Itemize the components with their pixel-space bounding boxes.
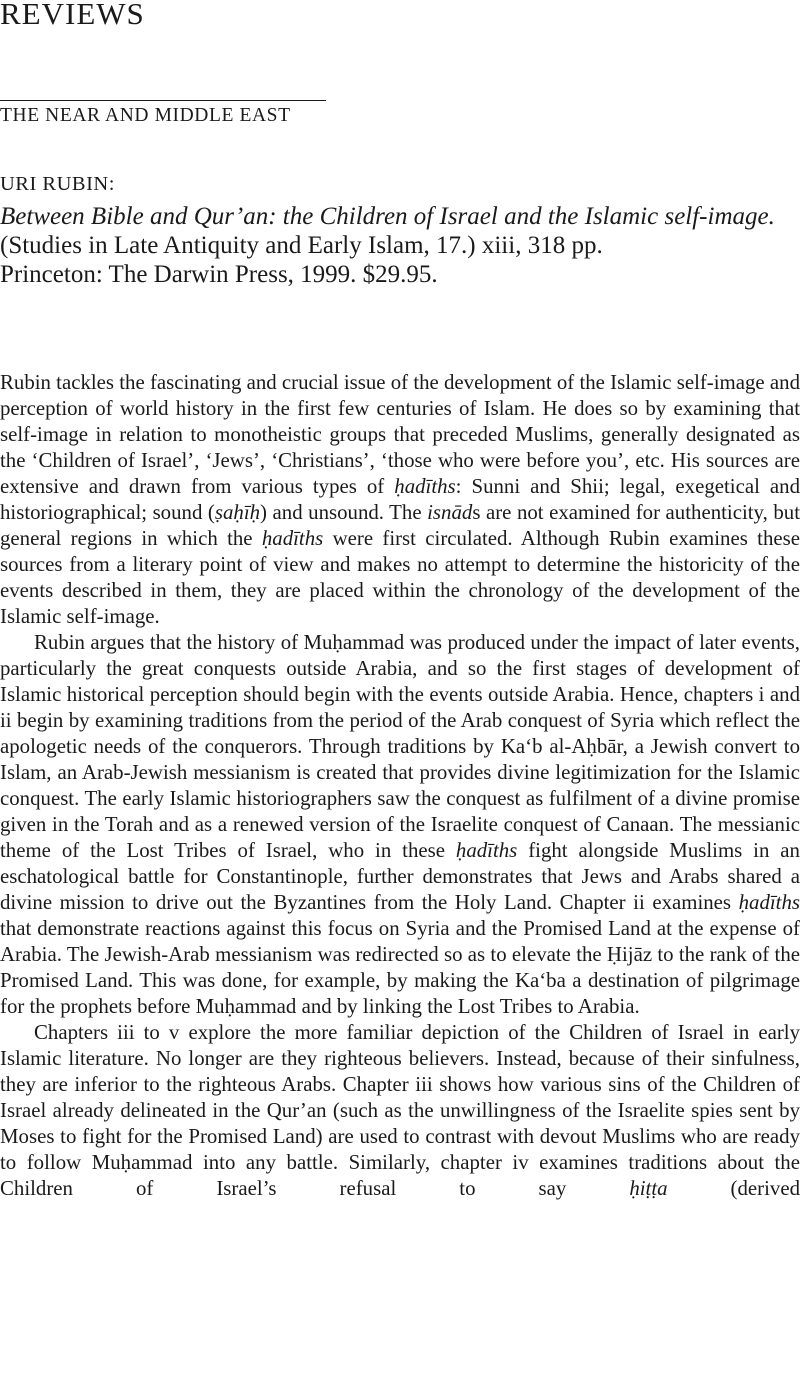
section-divider [0,100,326,101]
body-paragraph: Rubin tackles the fascinating and crucial issue of the development of the Islamic self-image and perception of world history in the first few centuries of Islam. He does so by examining that self-image in relation to monotheistic groups that preceded Muslims, generally designated as the ‘Children of Israel’, ‘Jews’, ‘Christians’, ‘those who were before you’, etc. His sources are extensive and drawn from various types of ḥadīths: Sunni and Shii; legal, exegetical and historiographical; sound (ṣaḥīḥ) and unsound. The isnāds are not examined for authenticity, but general regions in which the ḥadīths were first circulated. Although Rubin examines these sources from a literary point of view and makes no attempt to determine the historicity of the events described in them, they are placed within the chronology of the development of the Islamic self-image. [0,370,800,628]
review-body [0,369,800,1201]
book-citation [0,170,800,289]
section-label: THE NEAR AND MIDDLE EAST [0,105,291,126]
book-title: Between Bible and Qur’an: the Children of Israel and the Islamic self-image. [0,203,775,230]
series-info: (Studies in Late Antiquity and Early Islam, 17.) xiii, 318 pp. [0,232,603,259]
body-paragraph: Chapters iii to v explore the more familiar depiction of the Children of Israel in early Islamic literature. No longer are they righteous believers. Instead, because of their sinfulness, they are inferior to the righteous Arabs. Chapter iii shows how various sins of the Children of Israel already delineated in the Qur’an (such as the unwillingness of the Israelite spies sent by Moses to fight for the Promised Land) are used to contrast with devout Muslims who are ready to follow Muḥammad into any battle. Similarly, chapter iv examines traditions about the Children of Israel’s refusal to say ḥiṭṭa (derived [0,1020,800,1200]
publisher-info: Princeton: The Darwin Press, 1999. $29.95. [0,261,438,288]
journal-section-header: REVIEWS [0,0,145,31]
book-author: URI RUBIN: [0,173,115,195]
body-paragraph: Rubin argues that the history of Muḥammad was produced under the impact of later events, particularly the great conquests outside Arabia, and so the first stages of development of Islamic historical perception should begin with the events outside Arabia. Hence, chapters i and ii begin by examining traditions from the period of the Arab conquest of Syria which reflect the apologetic needs of the conquerors. Through traditions by Ka‘b al-Aḥbār, a Jewish convert to Islam, an Arab-Jewish messianism is created that provides divine legitimization for the Islamic conquest. The early Islamic historiographers saw the conquest as fulfilment of a divine promise given in the Torah and as a renewed version of the Israelite conquest of Canaan. The messianic theme of the Lost Tribes of Israel, who in these ḥadīths fight alongside Muslims in an eschatological battle for Constantinople, further demonstrates that Jews and Arabs shared a divine mission to drive out the Byzantines from the Holy Land. Chapter ii examines ḥadīths that demonstrate reactions against this focus on Syria and the Promised Land at the expense of Arabia. The Jewish-Arab messianism was redirected so as to elevate the Ḥijāz to the rank of the Promised Land. This was done, for example, by making the Ka‘ba a destination of pilgrimage for the prophets before Muḥammad and by linking the Lost Tribes to Arabia. [0,630,800,1018]
